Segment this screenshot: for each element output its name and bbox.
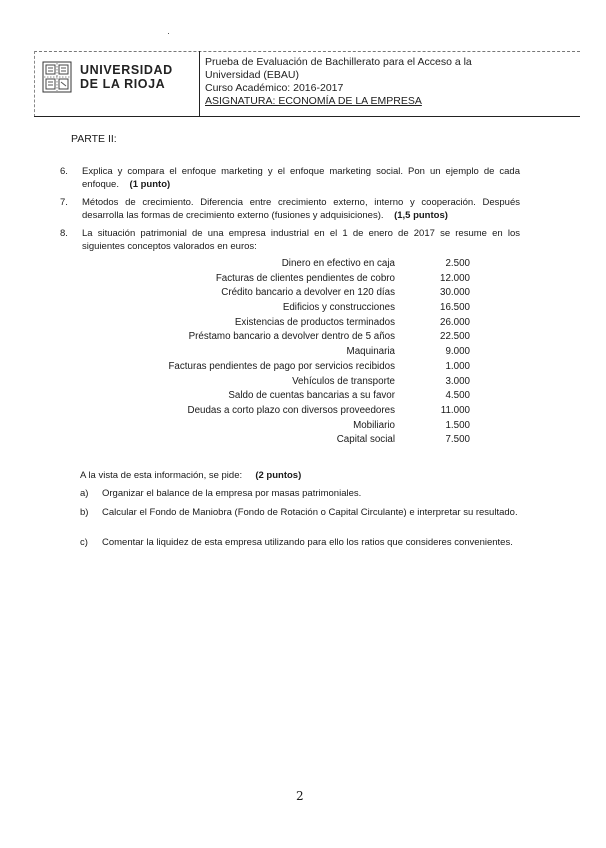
- concept-label: Maquinaria: [346, 346, 395, 358]
- university-name-line-2: DE LA RIOJA: [80, 77, 166, 91]
- university-name-line-1: UNIVERSIDAD: [80, 63, 173, 77]
- header-divider: [199, 51, 200, 117]
- subquestion-text: Calcular el Fondo de Maniobra (Fondo de Rotación o Capital Circulante) e interpretar su resultado.: [102, 507, 518, 518]
- concept-value: 1.000: [445, 360, 470, 372]
- concept-row: [150, 405, 470, 420]
- subquestion-letter: c): [80, 537, 88, 548]
- concept-label: Deudas a corto plazo con diversos proveedores: [187, 404, 395, 416]
- subquestion-letter: a): [80, 488, 89, 499]
- concept-row: [150, 376, 470, 391]
- concept-value: 12.000: [440, 272, 470, 284]
- concept-label: Existencias de productos terminados: [234, 316, 395, 328]
- concept-row: [150, 361, 470, 376]
- concept-value: 1.500: [445, 419, 470, 431]
- concept-value: 30.000: [440, 287, 470, 299]
- concept-row: [150, 331, 470, 346]
- concept-value: 7.500: [445, 434, 470, 446]
- concept-value: 22.500: [440, 331, 470, 343]
- question-text: [82, 197, 520, 222]
- concept-label: Préstamo bancario a devolver dentro de 5 años: [188, 331, 395, 343]
- question-body: Explica y compara el enfoque marketing y el enfoque marketing social. Pon un ejemplo de cada enfoque.: [82, 166, 520, 190]
- concept-row: [150, 258, 470, 273]
- concept-value: 2.500: [445, 258, 470, 269]
- concept-value: 9.000: [445, 346, 470, 358]
- concept-label: Capital social: [336, 434, 395, 446]
- concept-label: Saldo de cuentas bancarias a su favor: [228, 390, 395, 402]
- question-points: (1 punto): [129, 178, 171, 190]
- page-number: 2: [296, 789, 304, 803]
- question-points: (1,5 puntos): [394, 209, 448, 221]
- concept-value: 11.000: [440, 404, 470, 416]
- subject-label: ASIGNATURA: ECONOMÍA DE LA EMPRESA: [205, 95, 422, 107]
- question-body: Métodos de crecimiento. Diferencia entre crecimiento externo, interno y cooperación. Después desarrolla las formas de crecimiento externo (fusiones y adquisiciones).: [82, 197, 520, 221]
- question-text: [82, 166, 520, 191]
- exam-title-line-2: Universidad (EBAU): [205, 69, 299, 81]
- header-bottom-rule: [34, 116, 580, 117]
- concept-label: Vehículos de transporte: [292, 375, 395, 387]
- concept-row: [150, 317, 470, 332]
- question-number: 8.: [60, 228, 68, 239]
- concept-row: [150, 302, 470, 317]
- concept-row: [150, 273, 470, 288]
- scan-speck: [168, 33, 169, 34]
- concept-row: [150, 420, 470, 435]
- concept-row: [150, 346, 470, 361]
- exam-header: [34, 51, 582, 117]
- subquestion-letter: b): [80, 507, 89, 518]
- concept-label: Crédito bancario a devolver en 120 días: [221, 287, 395, 299]
- balance-concepts-list: [150, 258, 470, 449]
- subquestion-text: Organizar el balance de la empresa por masas patrimoniales.: [102, 488, 362, 499]
- concept-row: [150, 434, 470, 449]
- concept-label: Mobiliario: [353, 419, 395, 431]
- header-top-rule: [34, 51, 580, 52]
- question-text: La situación patrimonial de una empresa industrial en el 1 de enero de 2017 se resume en los siguientes conceptos valorados en euros:: [82, 228, 520, 252]
- concept-value: 3.000: [445, 375, 470, 387]
- academic-year: Curso Académico: 2016-2017: [205, 82, 344, 94]
- concept-value: 26.000: [440, 316, 470, 328]
- exam-title-line-1: Prueba de Evaluación de Bachillerato para el Acceso a la: [205, 56, 472, 68]
- question-number: 6.: [60, 166, 68, 177]
- header-left-rule: [34, 51, 35, 117]
- university-name: [80, 63, 192, 91]
- concept-label: Edificios y construcciones: [282, 302, 395, 314]
- concept-value: 16.500: [440, 302, 470, 314]
- concept-row: [150, 390, 470, 405]
- concept-label: Facturas pendientes de pago por servicios recibidos: [168, 360, 395, 372]
- task-lead-text: A la vista de esta información, se pide:: [80, 470, 243, 481]
- task-lead-points: (2 puntos): [255, 470, 302, 481]
- concept-row: [150, 287, 470, 302]
- exam-info: [205, 56, 580, 108]
- task-lead: [80, 470, 301, 481]
- university-crest-icon: [42, 61, 72, 93]
- question-number: 7.: [60, 197, 68, 208]
- subquestion-text: Comentar la liquidez de esta empresa utilizando para ello los ratios que consideres convenientes.: [102, 537, 513, 548]
- concept-label: Dinero en efectivo en caja: [281, 258, 395, 269]
- part-title: PARTE II:: [71, 133, 117, 145]
- concept-label: Facturas de clientes pendientes de cobro: [215, 272, 395, 284]
- concept-value: 4.500: [445, 390, 470, 402]
